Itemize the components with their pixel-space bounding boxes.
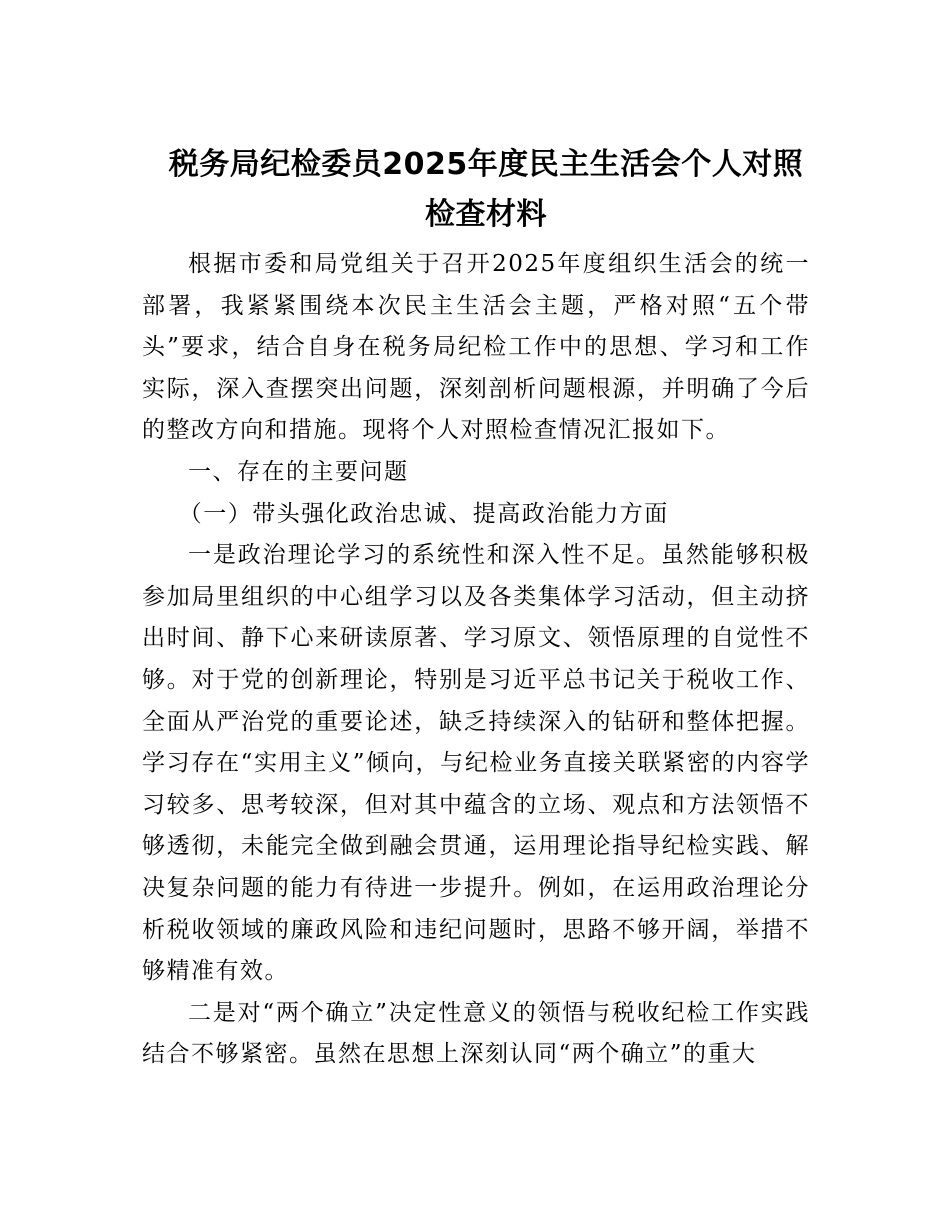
body-paragraph-theory-study: 一是政治理论学习的系统性和深入性不足。虽然能够积极参加局里组织的中心组学习以及各类集体学习活动，但主动挤出时间、静下心来研读原著、学习原文、领悟原理的自觉性不够。对于党的创新理论，特别是习近平总书记关于税收工作、全面从严治党的重要论述，缺乏持续深入的钻研和整体把握。学习存在“实用主义”倾向，与纪检业务直接关联紧密的内容学习较多、思考较深，但对其中蕴含的立场、观点和方法领悟不够透彻，未能完全做到融会贯通，运用理论指导纪检实践、解决复杂问题的能力有待进一步提升。例如，在运用政治理论分析税收领域的廉政风险和违纪问题时，思路不够开阔，举措不够精准有效。 (142, 542, 810, 985)
body-paragraph-two-establishments: 二是对“两个确立”决定性意义的领悟与税收纪检工作实践结合不够紧密。虽然在思想上深刻认同“两个确立”的重大 (142, 999, 810, 1068)
intro-paragraph: 根据市委和局党组关于召开2025年度组织生活会的统一部署，我紧紧围绕本次民主生活会主题，严格对照“五个带头”要求，结合自身在税务局纪检工作中的思想、学习和工作实际，深入查摆突出问题，深刻剖析问题根源，并明确了今后的整改方向和措施。现将个人对照检查情况汇报如下。 (142, 251, 810, 444)
document-page (142, 140, 810, 1076)
subsection-heading-political-loyalty: （一）带头强化政治忠诚、提高政治能力方面 (178, 500, 669, 527)
document-title: 税务局纪检委员2025年度民主生活会个人对照检查材料 (168, 147, 804, 232)
section-heading-problems: 一、存在的主要问题 (188, 458, 409, 485)
